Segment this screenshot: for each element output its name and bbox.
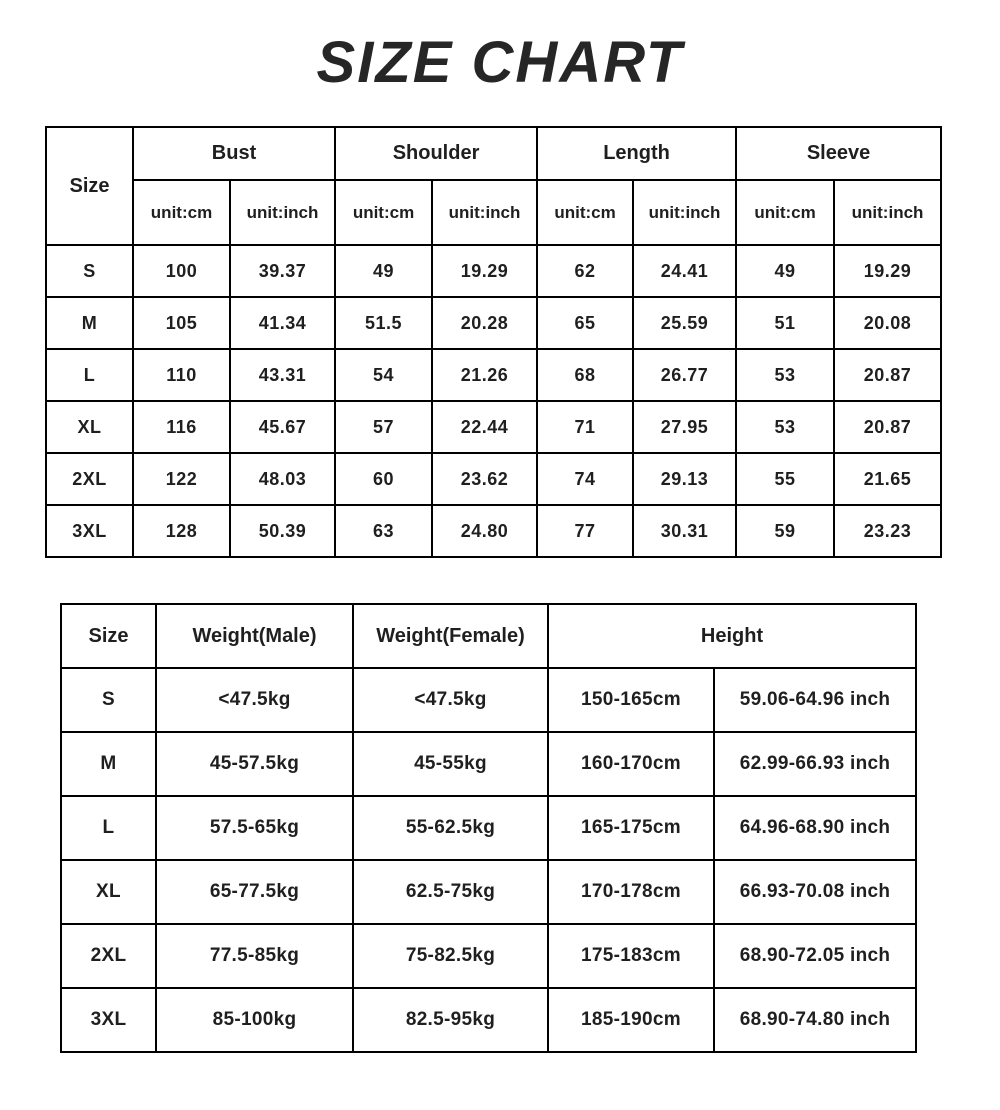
cell-size: 3XL — [46, 505, 133, 557]
header-unit-cm: unit:cm — [133, 180, 230, 245]
header-shoulder: Shoulder — [335, 127, 537, 180]
cell-shoulder-cm: 51.5 — [335, 297, 432, 349]
table-row — [46, 505, 941, 557]
cell-shoulder-cm: 49 — [335, 245, 432, 297]
cell-sleeve-cm: 59 — [736, 505, 834, 557]
cell-bust-inch: 41.34 — [230, 297, 335, 349]
cell-bust-cm: 116 — [133, 401, 230, 453]
page-title: SIZE CHART — [316, 30, 684, 95]
cell-weight-male: <47.5kg — [156, 668, 353, 732]
table-subheader-row — [46, 180, 941, 245]
cell-height-inch: 64.96-68.90 inch — [714, 796, 916, 860]
header-unit-inch: unit:inch — [432, 180, 537, 245]
cell-sleeve-cm: 55 — [736, 453, 834, 505]
cell-sleeve-cm: 53 — [736, 349, 834, 401]
cell-sleeve-inch: 20.08 — [834, 297, 941, 349]
table-row — [46, 297, 941, 349]
cell-height-inch: 68.90-74.80 inch — [714, 988, 916, 1052]
cell-bust-inch: 48.03 — [230, 453, 335, 505]
cell-weight-male: 77.5-85kg — [156, 924, 353, 988]
cell-weight-female: 75-82.5kg — [353, 924, 548, 988]
cell-size: L — [46, 349, 133, 401]
table-row — [61, 860, 916, 924]
cell-height-cm: 150-165cm — [548, 668, 714, 732]
cell-weight-male: 85-100kg — [156, 988, 353, 1052]
cell-size: M — [46, 297, 133, 349]
header-unit-inch: unit:inch — [633, 180, 736, 245]
cell-sleeve-cm: 53 — [736, 401, 834, 453]
cell-height-cm: 170-178cm — [548, 860, 714, 924]
cell-size: S — [61, 668, 156, 732]
header-height: Height — [548, 604, 916, 668]
header-weight-male: Weight(Male) — [156, 604, 353, 668]
table-row — [61, 732, 916, 796]
cell-sleeve-inch: 21.65 — [834, 453, 941, 505]
cell-bust-inch: 50.39 — [230, 505, 335, 557]
cell-sleeve-inch: 19.29 — [834, 245, 941, 297]
cell-bust-inch: 39.37 — [230, 245, 335, 297]
cell-weight-female: 55-62.5kg — [353, 796, 548, 860]
cell-bust-cm: 110 — [133, 349, 230, 401]
header-length: Length — [537, 127, 736, 180]
header-size: Size — [46, 127, 133, 245]
cell-shoulder-cm: 63 — [335, 505, 432, 557]
cell-shoulder-cm: 60 — [335, 453, 432, 505]
cell-height-cm: 165-175cm — [548, 796, 714, 860]
header-unit-cm: unit:cm — [537, 180, 633, 245]
cell-shoulder-inch: 21.26 — [432, 349, 537, 401]
cell-weight-male: 65-77.5kg — [156, 860, 353, 924]
cell-length-cm: 65 — [537, 297, 633, 349]
body-measurements-table — [60, 603, 917, 1053]
cell-weight-male: 57.5-65kg — [156, 796, 353, 860]
cell-size: 2XL — [61, 924, 156, 988]
cell-height-cm: 160-170cm — [548, 732, 714, 796]
table-row — [61, 796, 916, 860]
cell-length-cm: 74 — [537, 453, 633, 505]
cell-shoulder-cm: 57 — [335, 401, 432, 453]
cell-weight-male: 45-57.5kg — [156, 732, 353, 796]
header-unit-cm: unit:cm — [736, 180, 834, 245]
cell-size: S — [46, 245, 133, 297]
header-bust: Bust — [133, 127, 335, 180]
cell-length-inch: 29.13 — [633, 453, 736, 505]
table-header-row — [46, 127, 941, 180]
cell-weight-female: <47.5kg — [353, 668, 548, 732]
cell-length-inch: 27.95 — [633, 401, 736, 453]
cell-bust-cm: 122 — [133, 453, 230, 505]
cell-length-inch: 30.31 — [633, 505, 736, 557]
cell-length-cm: 71 — [537, 401, 633, 453]
header-unit-inch: unit:inch — [834, 180, 941, 245]
cell-sleeve-inch: 20.87 — [834, 401, 941, 453]
cell-height-inch: 68.90-72.05 inch — [714, 924, 916, 988]
cell-sleeve-inch: 23.23 — [834, 505, 941, 557]
cell-bust-inch: 43.31 — [230, 349, 335, 401]
cell-weight-female: 62.5-75kg — [353, 860, 548, 924]
cell-sleeve-cm: 51 — [736, 297, 834, 349]
cell-length-inch: 26.77 — [633, 349, 736, 401]
cell-bust-cm: 128 — [133, 505, 230, 557]
cell-shoulder-inch: 20.28 — [432, 297, 537, 349]
cell-size: M — [61, 732, 156, 796]
header-unit-cm: unit:cm — [335, 180, 432, 245]
cell-height-inch: 62.99-66.93 inch — [714, 732, 916, 796]
cell-bust-cm: 105 — [133, 297, 230, 349]
cell-size: 3XL — [61, 988, 156, 1052]
cell-length-cm: 68 — [537, 349, 633, 401]
header-sleeve: Sleeve — [736, 127, 941, 180]
cell-length-inch: 24.41 — [633, 245, 736, 297]
cell-sleeve-inch: 20.87 — [834, 349, 941, 401]
cell-bust-inch: 45.67 — [230, 401, 335, 453]
cell-bust-cm: 100 — [133, 245, 230, 297]
cell-weight-female: 82.5-95kg — [353, 988, 548, 1052]
header-unit-inch: unit:inch — [230, 180, 335, 245]
cell-length-cm: 77 — [537, 505, 633, 557]
table-row — [61, 668, 916, 732]
table-row — [61, 924, 916, 988]
cell-shoulder-inch: 22.44 — [432, 401, 537, 453]
cell-height-cm: 185-190cm — [548, 988, 714, 1052]
cell-length-cm: 62 — [537, 245, 633, 297]
cell-shoulder-inch: 24.80 — [432, 505, 537, 557]
cell-shoulder-cm: 54 — [335, 349, 432, 401]
cell-sleeve-cm: 49 — [736, 245, 834, 297]
cell-height-cm: 175-183cm — [548, 924, 714, 988]
cell-length-inch: 25.59 — [633, 297, 736, 349]
cell-height-inch: 59.06-64.96 inch — [714, 668, 916, 732]
cell-size: L — [61, 796, 156, 860]
cell-size: XL — [61, 860, 156, 924]
table-row — [46, 453, 941, 505]
table-row — [61, 988, 916, 1052]
cell-weight-female: 45-55kg — [353, 732, 548, 796]
cell-height-inch: 66.93-70.08 inch — [714, 860, 916, 924]
table-header-row — [61, 604, 916, 668]
cell-size: 2XL — [46, 453, 133, 505]
table-row — [46, 349, 941, 401]
cell-shoulder-inch: 19.29 — [432, 245, 537, 297]
header-weight-female: Weight(Female) — [353, 604, 548, 668]
measurements-table — [45, 126, 942, 558]
header-size: Size — [61, 604, 156, 668]
table-row — [46, 401, 941, 453]
table-row — [46, 245, 941, 297]
cell-size: XL — [46, 401, 133, 453]
cell-shoulder-inch: 23.62 — [432, 453, 537, 505]
